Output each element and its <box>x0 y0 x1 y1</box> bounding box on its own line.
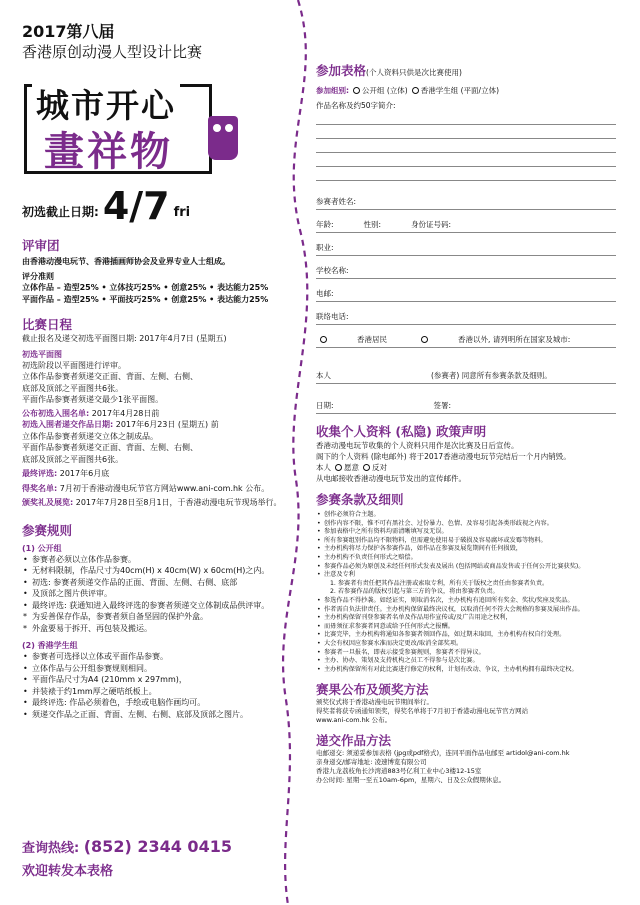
results-l3[interactable]: www.ani-com.hk 公布。 <box>316 716 392 725</box>
radio-open-group[interactable] <box>353 87 360 94</box>
list-item: • 最终评选: 获通知进入最终评选的参赛者须递交立体制成品供评审。 <box>22 600 290 612</box>
submit-l4: 办公时间: 星期一至五10am-6pm，星期六、日及公众假期休息。 <box>316 776 506 785</box>
list-item: * 为妥善保存作品，参赛者须自备坚固的保护外盒。 <box>22 611 290 623</box>
work-line[interactable] <box>316 153 616 167</box>
privacy-title: 收集个人资料 (私隐) 政策声明 <box>316 424 487 439</box>
criteria-label: 评分准则 <box>22 271 54 281</box>
job-field[interactable]: 职业: <box>316 233 616 256</box>
radio-hk-resident[interactable] <box>320 336 327 343</box>
award-label: 颁奖礼及展览: <box>22 498 74 507</box>
submit-title: 递交作品方法 <box>316 733 392 749</box>
pub-label: 公布初选入围名单: <box>22 408 90 418</box>
schedule-lines2-0: 立体作品参赛者须递交立体之制成品。 <box>22 431 158 441</box>
opt1-label: 公开组 (立体) <box>362 86 408 95</box>
deadline-day: fri <box>173 205 191 220</box>
list-item: * 外盒要易于拆开、再包装及搬运。 <box>22 623 290 635</box>
final-date: 2017年6月底 <box>59 469 110 478</box>
terms-list <box>316 511 616 674</box>
schedule-lines1-3: 平面作品参赛者须递交最少1张平面图。 <box>22 395 164 404</box>
hotline-number[interactable]: (852) 2344 0415 <box>83 837 232 856</box>
results-title: 赛果公布及颁奖方法 <box>316 682 429 698</box>
list-item: • 创作必须符合主题。 <box>316 511 616 520</box>
hotline-label: 查询热线: <box>22 841 80 856</box>
submit-l1: 电邮递交: 须递妥参加表格 (jpg或pdf格式)，连同平面作品电邮至 artidol@ani-com.hk <box>316 749 570 758</box>
list-item: • 并装裱于约1mm厚之硬咭纸板上。 <box>22 686 290 698</box>
schedule-lines1-1: 立体作品参赛者须递交正面、背面、左侧、右侧、 <box>22 372 198 381</box>
list-item: • 参选作品不得抄袭。如经证实，则取消名次，主办机构有追回所有奖金、奖状/奖座及奖品。 <box>316 597 616 606</box>
submit-l3: 香港九龙荔枝角长沙湾道883号亿利工业中心3楼12-15室 <box>316 767 482 776</box>
list-item: • 立体作品与公开组参赛规则相同。 <box>22 663 290 675</box>
sub-label: 初选入围者递交作品日期: <box>22 420 114 429</box>
list-item: • 主办机构保留所有对此比赛进行修定的权利，计划有改动、争议，主办机构拥有最终决定权。 <box>316 666 616 675</box>
student-group-label: (2) 香港学生组 <box>22 641 78 650</box>
award-text: 2017年7月28日至8月1日，于香港动漫电玩节现场举行。 <box>75 498 282 507</box>
judges-title: 评审团 <box>22 238 60 253</box>
phone-field[interactable]: 联络电话: <box>316 302 616 325</box>
schedule-lines1-2: 底部及顶部之平面图共6张。 <box>22 383 124 393</box>
privacy-l4: 从电邮接收香港动漫电玩节发出的宣传邮件。 <box>316 474 466 483</box>
list-item: • 参赛者一旦报名，即表示接受参赛规则，参赛者不得异议。 <box>316 649 616 658</box>
list-item: • 主办机构将尽力保护各参赛作品，如作品在参赛及展览期间有任何损毁， <box>316 545 616 554</box>
contest-title: 香港原创动漫人型设计比赛 <box>22 43 203 61</box>
name-field[interactable]: 参赛者姓名: <box>316 187 616 210</box>
work-line[interactable] <box>316 125 616 139</box>
radio-overseas[interactable] <box>421 336 428 343</box>
privacy-l2: 阁下的个人资料 (除电邮外) 将于2017香港动漫电玩节完结后一个月内销毁。 <box>316 452 571 461</box>
event-logo <box>22 76 248 186</box>
terms-title: 参赛条款及细则 <box>316 492 404 507</box>
school-field[interactable]: 学校名称: <box>316 256 616 279</box>
year-line: 2017第八届 <box>22 22 115 41</box>
forward-text: 欢迎转发本表格 <box>22 864 114 879</box>
left-column <box>22 22 290 720</box>
right-column <box>316 60 616 785</box>
radio-student-group[interactable] <box>412 87 419 94</box>
schedule-title: 比赛日程 <box>22 317 73 332</box>
hotline <box>22 838 232 858</box>
list-item: • 创作内容不限，惟不可有黑社会、过份暴力、色情、及容易引起各类形歧视之内容。 <box>316 520 616 529</box>
list-item: • 主办机构保留刊登参赛者名单及作品用作宣传或/及广告用途之权利， <box>316 614 616 623</box>
submit-l2: 亲身递交/邮寄地址: 凌速博览有限公司 <box>316 758 427 767</box>
deadline-label: 初选截止日期: <box>22 205 99 219</box>
age-sex-id-field[interactable]: 年龄: 性别: 身份证号码: <box>316 210 616 233</box>
work-line[interactable] <box>316 111 616 125</box>
list-item: • 注意及专利 <box>316 571 616 580</box>
mascot-icon <box>208 116 238 160</box>
work-line[interactable] <box>316 167 616 181</box>
list-item: 2. 若参赛作品的版权引起与第三方的争议，将由参赛者负责。 <box>330 588 499 596</box>
winner-label: 得奖名单: <box>22 483 58 493</box>
group-label: 参加组别: <box>316 86 349 95</box>
privacy-consent: 本人 愿意 反对 <box>316 463 387 472</box>
final-label: 最终评选: <box>22 469 58 478</box>
deadline-date: 4/7 <box>102 184 170 228</box>
list-item: • 参赛者可选择以立体或平面作品参赛。 <box>22 651 290 663</box>
residence-field[interactable]: 香港居民 香港以外, 请列明所在国家及城市: <box>316 325 616 348</box>
work-line[interactable] <box>316 139 616 153</box>
schedule-lines1-0: 初选阶段以平面图进行评审。 <box>22 360 126 370</box>
work-label: 作品名称及约50字简介: <box>316 101 396 110</box>
sub-date: 2017年6月23日 (星期五) 前 <box>115 420 219 429</box>
student-rules-list <box>22 651 290 720</box>
list-item: • 平面作品尺寸为A4 (210mm x 297mm)， <box>22 674 290 686</box>
winner-text: 7月初于香港动漫电玩节官方网站www.ani-com.hk 公布。 <box>59 483 270 493</box>
results-l1: 颁奖仪式将于香港动漫电玩节期间举行。 <box>316 698 433 707</box>
privacy-l1: 香港动漫电玩节收集的个人资料只用作是次比赛及日后宣传。 <box>316 441 519 450</box>
list-item: • 所有参赛组别作品均不限物料，但需避免使用易于破损及容易腐坏或发霉等物料。 <box>316 537 616 546</box>
list-item: • 须递交作品之正面、背面、左侧、右侧、底部及顶部之图片。 <box>22 709 290 721</box>
list-item: • 初选: 参赛者须递交作品的正面、背面、左侧、右侧、底部 <box>22 577 290 589</box>
results-l2: 得奖者将获专函通知领奖，得奖名单将于7月初于香港动漫电玩节官方网站 <box>316 707 529 716</box>
radio-object[interactable] <box>363 464 370 471</box>
opt2-label: 香港学生组 (平面/立体) <box>420 86 500 95</box>
schedule-lines2-2: 底部及顶部之平面图共6张。 <box>22 454 124 464</box>
schedule-line1: 截止报名及递交初选平面图日期: 2017年4月7日 (星期五) <box>22 334 227 343</box>
public-group-label: (1) 公开组 <box>22 543 62 553</box>
list-item: • 参赛者必须以立体作品参赛。 <box>22 554 290 566</box>
radio-agree[interactable] <box>335 464 342 471</box>
agree-field[interactable]: 本人 (参赛者) 同意所有参赛条款及细则。 <box>316 348 616 384</box>
date-sign-field[interactable]: 日期: 签署: <box>316 384 616 414</box>
form-title-note: (个人资料只供是次比赛使用) <box>366 68 462 77</box>
list-item: • 最终评选: 作品必须着色，手绘或电脑作画均可。 <box>22 697 290 709</box>
deadline <box>22 184 290 228</box>
schedule-sub1: 初选平面图 <box>22 349 62 359</box>
schedule-lines2-1: 平面作品参赛者须递交正面、背面、左侧、右侧、 <box>22 443 198 452</box>
logo-line1: 城市开心 <box>32 80 180 127</box>
list-item: • 参加表格中之所有资料均需清晰填写及无误。 <box>316 528 616 537</box>
list-item: • 主办、协办、策划及支持机构之员工不得参与是次比赛。 <box>316 657 616 666</box>
list-item: • 及顶部之图片供评审。 <box>22 588 290 600</box>
list-item: • 作者需自负法律责任。主办机构保留最终决议权，以取消任何不符大会规格的参赛及展出作品。 <box>316 606 616 615</box>
logo-line2: 畫祥物 <box>44 129 173 175</box>
judges-body: 由香港动漫电玩节、香港插画师协会及业界专业人士组成。 <box>22 257 230 266</box>
list-item: • 比赛完毕，主办机构将通知各参赛者领回作品，如过期未取回，主办机构有权自行处理。 <box>316 631 616 640</box>
list-item: • 无材料限制，作品尺寸为40cm(H) x 40cm(W) x 60cm(H)之内。 <box>22 565 290 577</box>
list-item: 1. 参赛者有责任把其作品注册或索取专利，所有关于版权之责任由参赛者负责。 <box>330 579 549 587</box>
list-item: • 参赛作品必须为原创及未经任何形式发表及展出 (包括网站或商品发售或于任何公开比赛获奖)。 <box>316 563 616 572</box>
list-item: • 而毋须征求参赛者同意或给予任何形式之报酬。 <box>316 623 616 632</box>
criteria-row2: 平面作品 – 造型25% • 平面技巧25% • 创意25% • 表达能力25% <box>22 294 269 304</box>
criteria-row1: 立体作品 – 造型25% • 立体技巧25% • 创意25% • 表达能力25% <box>22 283 269 292</box>
rules-title: 参赛规则 <box>22 522 73 538</box>
email-field[interactable]: 电邮: <box>316 279 616 302</box>
list-item: • 主办机构不负责任何形式之赔偿。 <box>316 554 616 563</box>
list-item: • 大会有权因应参赛水准而决定更改/取消全部奖项。 <box>316 640 616 649</box>
form-title: 参加表格 <box>316 63 367 78</box>
pub-date: 2017年4月28日前 <box>91 408 160 418</box>
public-rules-list <box>22 554 290 635</box>
